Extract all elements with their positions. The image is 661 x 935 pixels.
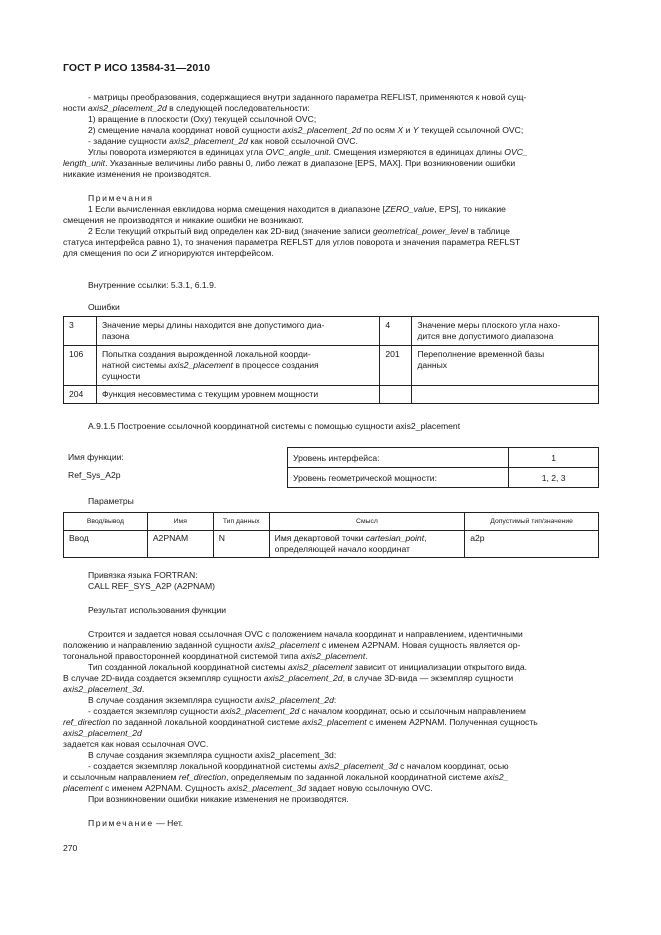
text-line: ref_direction по заданной локальной координатной системе axis2_placement с именем A2PNAM. Полученная сущность axis2_placement_2d [63,717,538,738]
param-meaning: Имя декартовой точки cartesian_point, определяющей начало координат [269,531,465,558]
table-row [64,386,599,404]
text-line: В случае 2D-вида создается экземпляр сущности axis2_placement_2d, в случае 3D-вида — экземпляр сущности [63,673,514,683]
param-type: N [213,531,269,558]
text-line: - матрицы преобразования, содержащиеся внутри заданного параметра REFLIST, применяются к новой сущ- [88,92,527,102]
text-line: Тип созданной локальной координатной системы axis2_placement зависит от инициализации открытого вида. [88,662,528,672]
text-line: axis2_placement_3d. [63,684,145,694]
table-row [64,531,599,558]
text-line: length_unit. Указанные величины либо равны 0, либо лежат в диапазоне [EPS, MAX]. При возникновении ошибки [63,158,516,168]
column-header: Тип данных [213,513,269,531]
text-line: Углы поворота измеряются в единицах угла OVC_angle_unit. Смещения измеряются в единицах длины OVC_ [88,147,528,157]
column-header: Допустимый тип/значение [465,513,599,531]
error-code: 106 [64,346,97,386]
text-line: задается как новая ссылочная OVC. [63,739,209,749]
error-code: 4 [380,317,412,346]
function-name-value: Ref_Sys_A2p [68,470,121,480]
error-text: Значение меры плоского угла нахо- дится вне допустимого диапазона [412,317,599,346]
text-line: - создается экземпляр локальной координатной системы axis2_placement_3d с началом координат, осью [88,761,509,771]
param-allowed: a2p [465,531,599,558]
text-line: для смещения по оси Z игнорируются интерфейсом. [63,248,274,258]
text-line: 1) вращение в плоскости (Oxy) текущей ссылочной OVC; [88,114,317,124]
error-text: Функция несовместима с текущим уровнем мощности [96,386,379,404]
table-row [288,448,599,468]
error-text: Значение меры длины находится вне допустимого диа- пазона [96,317,379,346]
function-info-table [287,447,599,488]
notes-title: Примечания [88,193,154,203]
text-line: никакие изменения не производятся. [63,169,212,179]
intro-section [63,92,599,180]
function-name-label: Имя функции: [68,452,124,462]
column-header: Ввод/вывод [64,513,148,531]
power-level-label: Уровень геометрической мощности: [288,468,509,488]
params-table [63,512,599,558]
text-line: При возникновении ошибки никакие изменения не производятся. [88,794,349,804]
error-text: Попытка создания вырожденной локальной коорди- натной системы axis2_placement в процессе создания сущности [96,346,379,386]
standard-header: ГОСТ Р ИСО 13584-31—2010 [63,62,211,74]
page-number: 270 [63,843,78,853]
error-text: Переполнение временной базы данных [412,346,599,386]
result-section [63,629,599,805]
errors-table [63,316,599,404]
final-note: Примечание — Нет. [88,818,184,828]
text-line: В случае создания экземпляра сущности axis2_placement_3d: [88,750,337,760]
error-code: 3 [64,317,97,346]
result-title: Результат использования функции [88,605,227,615]
table-row [64,317,599,346]
text-line: статуса интерфейса равно 1), то значения параметра REFLST для углов поворота и значения параметра REFLST [63,237,521,247]
errors-title: Ошибки [88,302,120,312]
column-header: Имя [147,513,213,531]
section-title: A.9.1.5 Построение ссылочной координатной системы с помощью сущности axis2_placement [88,421,461,431]
text-line: положению и направлению заданной сущности axis2_placement с именем A2PNAM. Новая сущность является ор- [63,640,521,650]
text-line: смещения не производятся и никакие ошибки не возникают. [63,215,304,225]
interface-level-value: 1 [509,448,599,468]
text-line: - задание сущности axis2_placement_2d как новой ссылочной OVC. [88,136,358,146]
column-header: Смысл [269,513,465,531]
text-line: - создается экземпляр сущности axis2_placement_2d с началом координат, осью и ссылочным направлением [88,706,526,716]
text-line: 2 Если текущий открытый вид определен как 2D-вид (значение записи geometrical_power_level в таблице [88,226,510,236]
text-line: Строится и задается новая ссылочная OVC с положением начала координат и направлением, идентичными [88,629,523,639]
fortran-binding: Привязка языка FORTRAN: CALL REF_SYS_A2P (A2PNAM) [88,570,216,591]
text-line: 2) смещение начала координат новой сущности axis2_placement_2d по осям X и Y текущей ссылочной OVC; [88,125,524,135]
text-line: тогональной правосторонней координатной системой типа axis2_placement. [63,651,368,661]
error-code: 204 [64,386,97,404]
table-row [288,468,599,488]
internal-references: Внутренние ссылки: 5.3.1, 6.1.9. [88,280,217,290]
params-title: Параметры [88,496,134,506]
text-line: ности axis2_placement_2d в следующей последовательности: [63,103,310,113]
text-line: 1 Если вычисленная евклидова норма смещения находится в диапазоне [ZERO_value, EPS], то никакие [88,204,506,214]
error-code: 201 [380,346,412,386]
text-line: placement с именем A2PNAM. Сущность axis2_placement_3d задает новую ссылочную OVC. [63,783,433,793]
notes-section [63,193,599,259]
error-text [412,386,599,404]
text-line: В случае создания экземпляра сущности axis2_placement_2d: [88,695,337,705]
error-code [380,386,412,404]
table-row [64,346,599,386]
text-line: и ссылочным направлением ref_direction, определяемым по заданной локальной координатной системе axis2_ [63,772,509,782]
param-io: Ввод [64,531,148,558]
power-level-value: 1, 2, 3 [509,468,599,488]
table-header-row [64,513,599,531]
param-name: A2PNAM [147,531,213,558]
interface-level-label: Уровень интерфейса: [288,448,509,468]
